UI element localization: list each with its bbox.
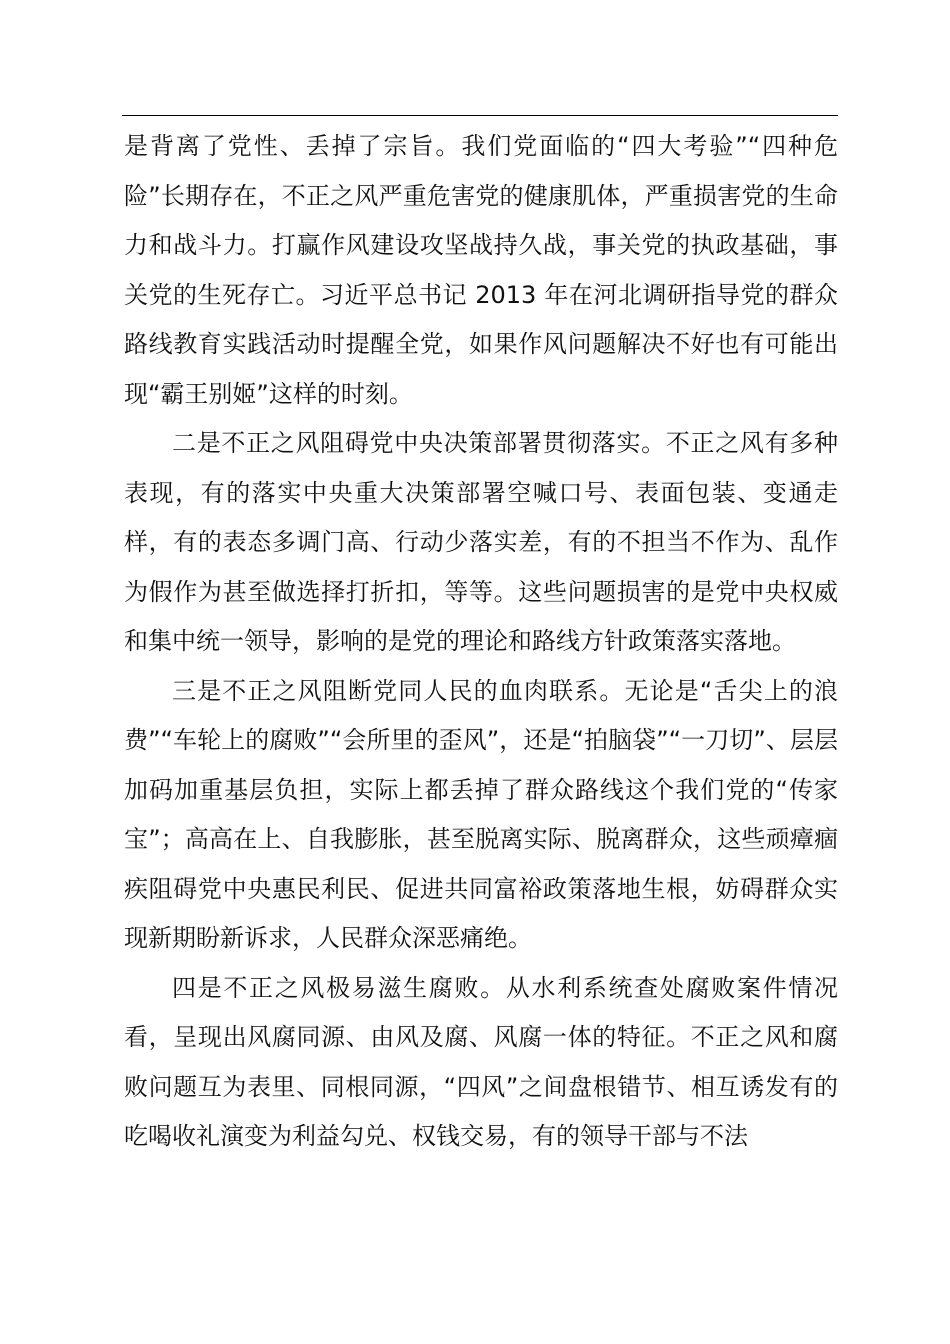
paragraph-point-two: 二是不正之风阻碍党中央决策部署贯彻落实。不正之风有多种表现，有的落实中央重大决策部署空喊口号、表面包装、变通走样，有的表态多调门高、行动少落实差，有的不担当不作为、乱作为假作为甚至做选择打折扣，等等。这些问题损害的是党中央权威和集中统一领导，影响的是党的理论和路线方针政策落实落地。 <box>124 429 838 655</box>
paragraph-point-four: 四是不正之风极易滋生腐败。从水利系统查处腐败案件情况看，呈现出风腐同源、由风及腐、风腐一体的特征。不正之风和腐败问题互为表里、同根同源，“四风”之间盘根错节、相互诱发有的吃喝收礼演变为利益勾兑、权钱交易，有的领导干部与不法 <box>124 973 838 1150</box>
header-rule <box>122 115 838 116</box>
document-body <box>124 122 838 1162</box>
paragraph-continuation: 是背离了党性、丢掉了宗旨。我们党面临的“四大考验”“四种危险”长期存在，不正之风严重危害党的健康肌体，严重损害党的生命力和战斗力。打赢作风建设攻坚战持久战，事关党的执政基础，事关党的生死存亡。习近平总书记 2013 年在河北调研指导党的群众路线教育实践活动时提醒全党，如果作风问题解决不好也有可能出现“霸王别姬”这样的时刻。 <box>124 132 838 408</box>
paragraph-point-three: 三是不正之风阻断党同人民的血肉联系。无论是“舌尖上的浪费”“车轮上的腐败”“会所里的歪风”，还是“拍脑袋”“一刀切”、层层加码加重基层负担，实际上都丢掉了群众路线这个我们党的“传家宝”；高高在上、自我膨胀，甚至脱离实际、脱离群众，这些顽瘴痼疾阻碍党中央惠民利民、促进共同富裕政策落地生根，妨碍群众实现新期盼新诉求，人民群众深恶痛绝。 <box>124 676 838 952</box>
